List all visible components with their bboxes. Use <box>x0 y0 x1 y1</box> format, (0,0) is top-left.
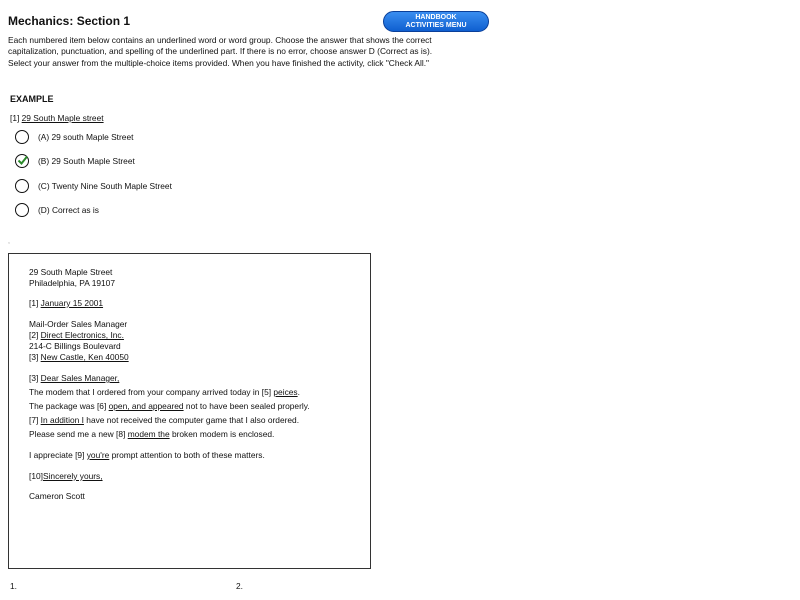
separator-mark: , <box>8 238 10 245</box>
letter-date-line <box>29 298 103 308</box>
option-label: (B) 29 South Maple Street <box>38 156 135 166</box>
example-option-a[interactable] <box>15 130 133 144</box>
body-text: prompt attention to both of these matters. <box>111 450 265 460</box>
underlined-text: modem the <box>127 429 170 439</box>
item-number: [3] <box>29 373 39 383</box>
option-label: (D) Correct as is <box>38 205 99 215</box>
body-text: have not received the computer game that I also ordered. <box>86 415 300 425</box>
letter-closing: Sincerely yours, <box>42 471 103 481</box>
answer-item-1-label: 1. <box>10 581 17 591</box>
radio-button[interactable] <box>15 203 29 217</box>
handbook-button-line2: ACTIVITIES MENU <box>405 22 467 29</box>
handbook-button-line1: HANDBOOK <box>415 14 457 21</box>
letter-body-line4 <box>29 429 274 439</box>
handbook-activities-menu-button[interactable] <box>383 11 489 32</box>
body-text: Please send me a new [8] <box>29 429 126 439</box>
radio-button[interactable] <box>15 130 29 144</box>
page-title: Mechanics: Section 1 <box>8 14 131 28</box>
underlined-text: open, and appeared <box>108 401 184 411</box>
body-text: broken modem is enclosed. <box>171 429 275 439</box>
option-label: (A) 29 south Maple Street <box>38 132 134 142</box>
example-question-text: 29 South Maple street <box>21 113 104 123</box>
letter-company: Direct Electronics, Inc. <box>40 330 124 340</box>
example-question <box>10 113 104 123</box>
item-number: [10] <box>29 471 43 481</box>
underlined-text: In addition I <box>40 415 84 425</box>
letter-closing-line <box>29 471 103 481</box>
example-option-c[interactable] <box>15 179 172 193</box>
body-text: not to have been sealed properly. <box>185 401 310 411</box>
letter-body-line2 <box>29 401 310 411</box>
underlined-text: you're <box>86 450 110 460</box>
body-text: The package was [6] <box>29 401 107 411</box>
letter-date: January 15 2001 <box>40 298 104 308</box>
letter-address-line1: 29 South Maple Street <box>29 267 113 277</box>
radio-button[interactable] <box>15 179 29 193</box>
body-text: [7] <box>29 415 39 425</box>
radio-button-checked[interactable] <box>15 154 29 168</box>
body-text: The modem that I ordered from your company arrived today in [5] <box>29 387 272 397</box>
example-question-number: [1] <box>10 113 20 123</box>
item-number: [2] <box>29 330 39 340</box>
letter-city: New Castle, Ken 40050 <box>40 352 129 362</box>
item-number: [1] <box>29 298 39 308</box>
letter-address-line2: Philadelphia, PA 19107 <box>29 278 115 288</box>
letter-street: 214-C Billings Boulevard <box>29 341 121 351</box>
letter-body-line1 <box>29 387 300 397</box>
letter-city-line <box>29 352 129 362</box>
example-option-b[interactable] <box>15 154 135 168</box>
item-number: [3] <box>29 352 39 362</box>
underlined-text: peices <box>273 387 298 397</box>
letter-panel <box>8 253 371 569</box>
letter-signature: Cameron Scott <box>29 491 85 501</box>
checkmark-icon <box>17 155 28 166</box>
letter-salutation: Dear Sales Manager, <box>40 373 120 383</box>
example-option-d[interactable] <box>15 203 99 217</box>
instructions-text: Each numbered item below contains an underlined word or word group. Choose the answer that shows the correct capitalization, punctuation, and spelling of the underlined part. If there is no error, choose answer D (Correct as is). Select your answer from the multiple-choice items provided. When you have finished the activity, click "Check All." <box>8 35 433 68</box>
body-text: I appreciate [9] <box>29 450 85 460</box>
option-label: (C) Twenty Nine South Maple Street <box>38 181 172 191</box>
answer-item-2-label: 2. <box>236 581 243 591</box>
letter-body-line5 <box>29 450 265 460</box>
letter-company-line <box>29 330 124 340</box>
letter-recipient-title: Mail-Order Sales Manager <box>29 319 128 329</box>
letter-salutation-line <box>29 373 119 383</box>
period: . <box>297 387 300 397</box>
letter-body-line3 <box>29 415 299 425</box>
example-label: EXAMPLE <box>10 94 54 104</box>
